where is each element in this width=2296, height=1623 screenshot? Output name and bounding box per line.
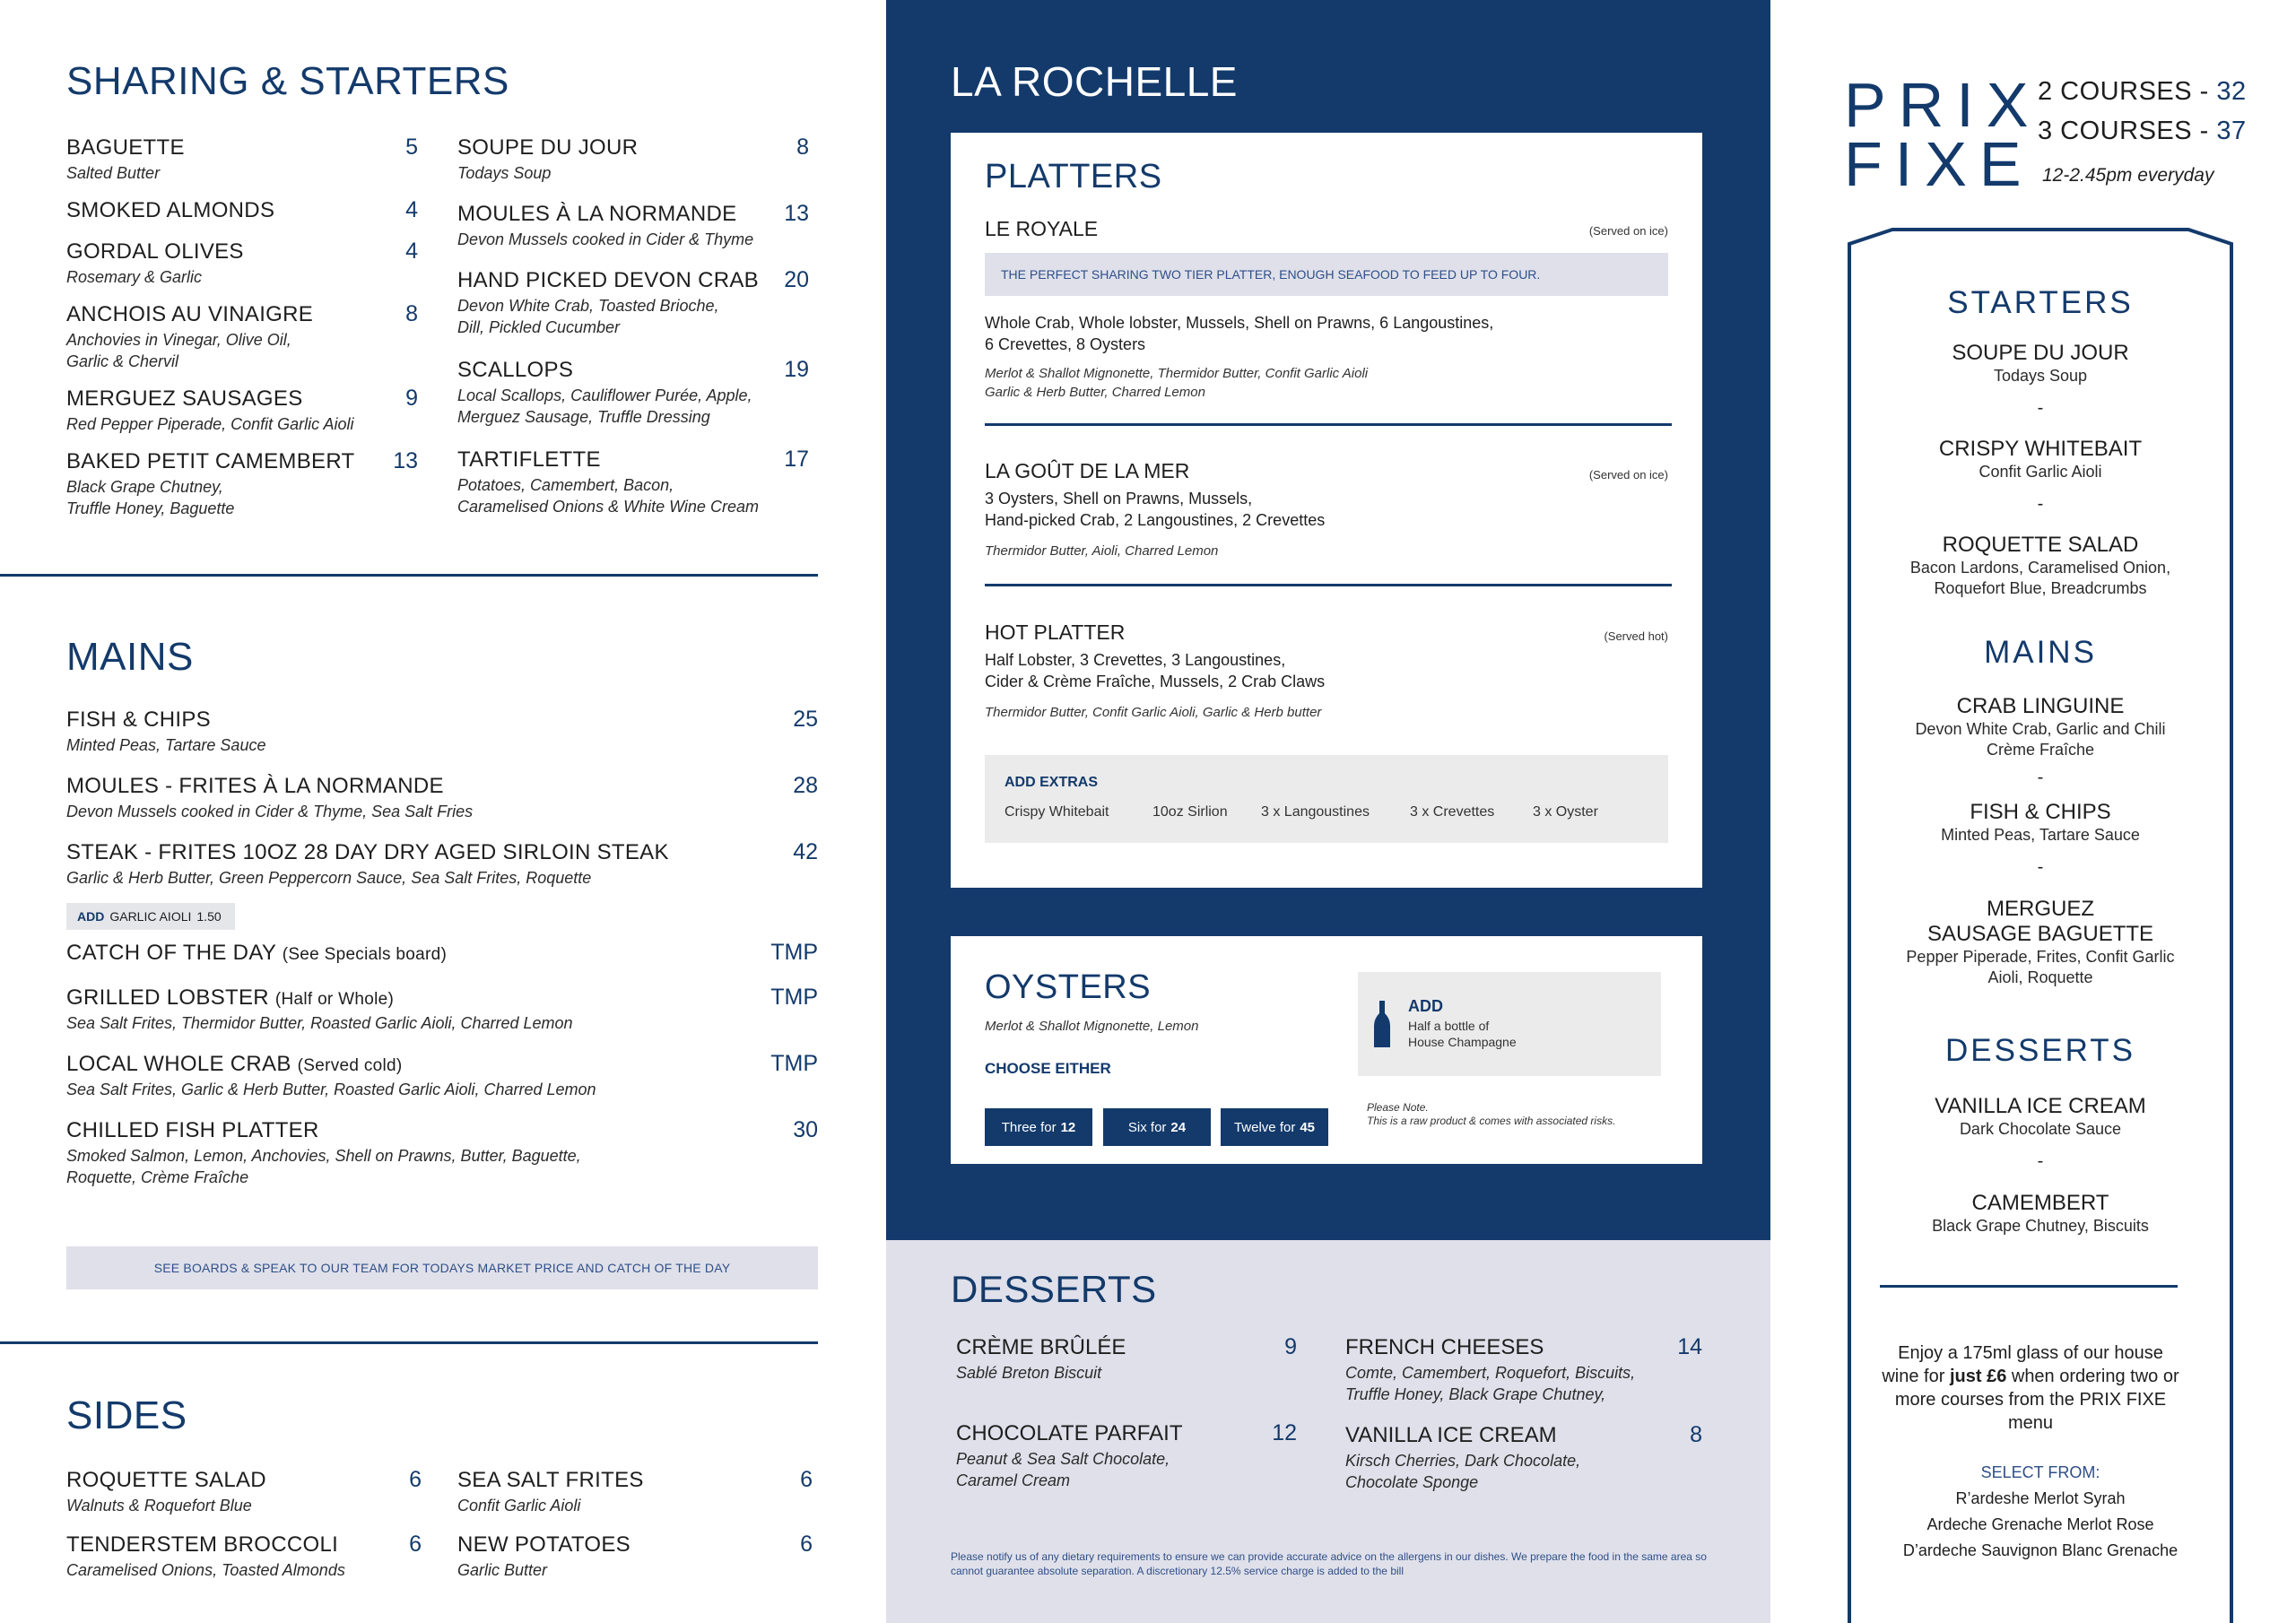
prix-dessert-item	[1848, 1191, 2233, 1237]
dessert-item	[956, 1334, 1297, 1384]
menu-item	[66, 985, 818, 1034]
item-desc: Todays Soup	[1993, 367, 2088, 385]
item-name: CRAB LINGUINE	[1956, 694, 2125, 718]
prix-starters-title: STARTERS	[1947, 285, 2134, 320]
wine-offer-text: Enjoy a 175ml glass of our house wine for	[1882, 1343, 2163, 1386]
item-desc: Potatoes, Camembert, Bacon,	[457, 476, 674, 494]
menu-item	[457, 135, 809, 184]
platter-desc: 3 Oysters, Shell on Prawns, Mussels,	[985, 490, 1253, 508]
item-name: SOUPE DU JOUR	[1952, 341, 2129, 365]
item-desc: Chocolate Sponge	[1345, 1473, 1479, 1491]
prix-word: PRIX	[1844, 70, 2041, 140]
platter-name: HOT PLATTER	[985, 621, 1126, 644]
item-name: BAGUETTE	[66, 135, 185, 160]
item-price: 13	[393, 448, 418, 473]
three-courses-price	[2038, 117, 2247, 146]
item-price: 14	[1677, 1334, 1702, 1359]
option-price: 24	[1170, 1119, 1187, 1135]
menu-item	[457, 1532, 813, 1581]
item-desc: Caramel Cream	[956, 1471, 1071, 1489]
raw-note: Please Note.	[1367, 1101, 1429, 1114]
item-name: VANILLA ICE CREAM	[1935, 1094, 2146, 1118]
item-desc: Aioli, Roquette	[1987, 968, 2093, 986]
menu-item	[66, 239, 418, 288]
la-rochelle-title: LA ROCHELLE	[951, 58, 1238, 105]
oyster-option-twelve[interactable]	[1221, 1108, 1328, 1146]
item-desc: Sea Salt Frites, Garlic & Herb Butter, Roasted Garlic Aioli, Charred Lemon	[66, 1081, 596, 1098]
item-desc: Anchovies in Vinegar, Olive Oil,	[66, 331, 291, 349]
separator: -	[2037, 1151, 2044, 1171]
platter-desc: Cider & Crème Fraîche, Mussels, 2 Crab Claws	[985, 673, 1326, 690]
item-name: MOULES - FRITES À LA NORMANDE	[66, 774, 444, 798]
prix-divider	[1880, 1285, 2178, 1288]
item-name: MOULES À LA NORMANDE	[457, 202, 737, 226]
item-desc: Caramelised Onions & White Wine Cream	[457, 498, 759, 516]
prix-fixe-hours: 12-2.45pm everyday	[2042, 165, 2214, 186]
item-desc: Roquette, Crème Fraîche	[66, 1168, 249, 1186]
section-divider	[0, 1341, 818, 1344]
item-name: CATCH OF THE DAY	[66, 941, 276, 965]
item-desc: Devon White Crab, Garlic and Chili	[1915, 720, 2166, 738]
item-price: 17	[784, 447, 809, 472]
item-desc: Rosemary & Garlic	[66, 268, 203, 286]
item-desc: Caramelised Onions, Toasted Almonds	[66, 1561, 345, 1579]
item-price: 5	[405, 135, 418, 160]
item-desc: Salted Butter	[66, 164, 161, 182]
separator: -	[2037, 768, 2044, 787]
separator: -	[2037, 494, 2044, 514]
menu-item	[66, 707, 818, 756]
menu-item	[66, 1467, 422, 1516]
item-desc: Sablé Breton Biscuit	[956, 1364, 1102, 1382]
item-desc: Dill, Pickled Cucumber	[457, 318, 621, 336]
item-name: TENDERSTEM BROCCOLI	[66, 1532, 339, 1557]
add-item: GARLIC AIOLI	[109, 909, 192, 924]
item-price: 9	[1284, 1334, 1297, 1359]
item-desc: Sea Salt Frites, Thermidor Butter, Roasted Garlic Aioli, Charred Lemon	[66, 1014, 573, 1032]
menu-item	[66, 1051, 818, 1100]
market-price-banner: SEE BOARDS & SPEAK TO OUR TEAM FOR TODAYS MARKET PRICE AND CATCH OF THE DAY	[66, 1246, 818, 1289]
item-desc: Dark Chocolate Sauce	[1959, 1120, 2122, 1138]
prix-starter-item	[1848, 533, 2233, 599]
item-desc: Smoked Salmon, Lemon, Anchovies, Shell on Prawns, Butter, Baguette,	[66, 1147, 581, 1165]
item-price: 4	[405, 239, 418, 264]
prix-fixe-column	[1770, 0, 2296, 1623]
courses-label: 2 COURSES -	[2038, 77, 2217, 106]
item-price: 8	[405, 301, 418, 326]
option-label: Twelve for	[1233, 1119, 1296, 1135]
courses-price: 32	[2216, 77, 2247, 106]
platter-sides: Thermidor Butter, Aioli, Charred Lemon	[985, 543, 1219, 559]
item-name: ANCHOIS AU VINAIGRE	[66, 302, 314, 326]
section-title-mains: MAINS	[66, 635, 194, 679]
item-name: GRILLED LOBSTER	[66, 985, 269, 1010]
separator: -	[2037, 398, 2044, 418]
dessert-item	[956, 1420, 1297, 1491]
option-price: 45	[1300, 1119, 1316, 1135]
item-name: VANILLA ICE CREAM	[1345, 1423, 1557, 1447]
item-desc: Pepper Piperade, Frites, Confit Garlic	[1906, 948, 2175, 966]
platter-divider	[985, 584, 1672, 586]
extra-item: 3 x Oyster	[1533, 804, 1598, 820]
platter-sides: Merlot & Shallot Mignonette, Thermidor Butter, Confit Garlic Aioli	[985, 366, 1369, 381]
add-garlic-aioli-chip	[66, 903, 235, 930]
item-price: 19	[784, 357, 809, 382]
dessert-item	[1345, 1422, 1702, 1493]
item-desc: Garlic Butter	[457, 1561, 548, 1579]
item-desc: Devon Mussels cooked in Cider & Thyme	[457, 230, 754, 248]
item-desc: Confit Garlic Aioli	[1979, 463, 2102, 481]
extra-item: 10oz Sirlion	[1152, 804, 1228, 820]
menu-item	[66, 1117, 818, 1188]
sharing-strip: THE PERFECT SHARING TWO TIER PLATTER, ENOUGH SEAFOOD TO FEED UP TO FOUR.	[985, 253, 1668, 296]
wine-offer-text: when ordering two or more courses from the PRIX FIXE menu	[1894, 1367, 2179, 1433]
platters-card	[951, 133, 1702, 888]
platter-desc: Hand-picked Crab, 2 Langoustines, 2 Crevettes	[985, 511, 1326, 529]
item-name: TARTIFLETTE	[457, 447, 601, 472]
wine-option: Ardeche Grenache Merlot Rose	[1926, 1515, 2154, 1533]
prix-desserts-title: DESSERTS	[1944, 1033, 2136, 1068]
item-price: 6	[800, 1532, 813, 1557]
item-name: CRISPY WHITEBAIT	[1938, 437, 2143, 461]
item-name: NEW POTATOES	[457, 1532, 631, 1557]
item-name: MERGUEZ SAUSAGES	[66, 386, 303, 411]
separator: -	[2037, 857, 2044, 877]
item-name: HAND PICKED DEVON CRAB	[457, 268, 759, 292]
item-price: 30	[793, 1117, 818, 1142]
menu-item	[66, 773, 818, 822]
item-desc: Roquefort Blue, Breadcrumbs	[1934, 579, 2147, 597]
courses-label: 3 COURSES -	[2038, 117, 2217, 145]
allergen-disclaimer: Please notify us of any dietary requirements to ensure we can provide accurate advice on the allergens in our dishes. We prepare the food in the same area so cannot guarantee absolute separation. A discretionary 12.5% service charge is added to the bill	[951, 1550, 1707, 1577]
platter-divider	[985, 423, 1672, 426]
section-divider	[0, 574, 818, 577]
item-price: 8	[1690, 1422, 1702, 1447]
option-label: Three for	[1001, 1119, 1057, 1135]
item-name: LOCAL WHOLE CRAB	[66, 1052, 291, 1076]
item-name: SEA SALT FRITES	[457, 1468, 644, 1492]
item-name: FISH & CHIPS	[66, 707, 211, 732]
menu-item	[66, 386, 418, 435]
choose-either-label: CHOOSE EITHER	[985, 1060, 1111, 1077]
item-desc: Garlic & Herb Butter, Green Peppercorn Sauce, Sea Salt Frites, Roquette	[66, 869, 592, 887]
section-title-starters: SHARING & STARTERS	[66, 59, 509, 103]
item-desc: Black Grape Chutney, Biscuits	[1932, 1217, 2149, 1235]
champagne-add-line: House Champagne	[1408, 1035, 1517, 1049]
item-price: TMP	[770, 985, 818, 1010]
la-rochelle-column	[886, 0, 1770, 1623]
item-desc: Crème Fraîche	[1986, 741, 2095, 759]
section-title-sides: SIDES	[66, 1393, 187, 1437]
prix-mains-title: MAINS	[1984, 635, 2097, 670]
item-desc: Black Grape Chutney,	[66, 478, 223, 496]
item-name: CRÈME BRÛLÉE	[956, 1335, 1126, 1359]
champagne-add-line: Half a bottle of	[1408, 1019, 1490, 1033]
item-price: 13	[784, 201, 809, 226]
oyster-option-three[interactable]	[985, 1108, 1092, 1146]
extra-item: Crispy Whitebait	[1004, 804, 1109, 820]
item-name: BAKED PETIT CAMEMBERT	[66, 449, 355, 473]
menu-item	[66, 135, 418, 184]
item-desc: Merguez Sausage, Truffle Dressing	[457, 408, 710, 426]
two-courses-price	[2038, 77, 2247, 107]
item-name: ROQUETTE SALAD	[66, 1468, 266, 1492]
oysters-desc: Merlot & Shallot Mignonette, Lemon	[985, 1019, 1199, 1034]
extra-item: 3 x Langoustines	[1261, 804, 1370, 820]
item-name: CHILLED FISH PLATTER	[66, 1118, 319, 1142]
item-desc: Minted Peas, Tartare Sauce	[1941, 826, 2140, 844]
item-desc: Local Scallops, Cauliflower Purée, Apple,	[457, 386, 752, 404]
platter-name: LA GOÛT DE LA MER	[985, 459, 1190, 482]
item-name: SOUPE DU JOUR	[457, 135, 639, 160]
menu-item	[66, 839, 818, 889]
item-name: STEAK - FRITES 10OZ 28 DAY DRY AGED SIRLOIN STEAK	[66, 840, 669, 864]
wine-option: D’ardeche Sauvignon Blanc Grenache	[1902, 1541, 2179, 1559]
bottle-icon	[1374, 1001, 1390, 1047]
item-name: ROQUETTE SALAD	[1942, 533, 2139, 557]
prix-dessert-item	[1848, 1094, 2233, 1140]
item-desc: Walnuts & Roquefort Blue	[66, 1497, 252, 1515]
add-extras-title: ADD EXTRAS	[1004, 775, 1099, 790]
menu-item	[457, 357, 809, 428]
item-desc: Peanut & Sea Salt Chocolate,	[956, 1450, 1170, 1468]
item-price: 6	[409, 1467, 422, 1492]
item-price: 6	[409, 1532, 422, 1557]
item-desc: Kirsch Cherries, Dark Chocolate,	[1345, 1452, 1581, 1470]
wine-offer-price: just £6	[1949, 1367, 2007, 1386]
a-la-carte-column	[0, 0, 823, 1623]
oyster-option-six[interactable]	[1103, 1108, 1211, 1146]
item-price: 8	[796, 135, 809, 160]
courses-price: 37	[2216, 117, 2247, 145]
select-from-label: SELECT FROM:	[1980, 1463, 2100, 1481]
item-name: SAUSAGE BAGUETTE	[1926, 922, 2154, 946]
dessert-item	[1345, 1334, 1702, 1405]
prix-main-item	[1848, 800, 2233, 846]
item-desc: Truffle Honey, Baguette	[66, 499, 235, 517]
menu-item	[66, 197, 418, 223]
item-desc: Red Pepper Piperade, Confit Garlic Aioli	[66, 415, 354, 433]
option-label: Six for	[1127, 1119, 1167, 1135]
desserts-title: DESSERTS	[951, 1268, 1157, 1310]
platters-title: PLATTERS	[985, 158, 1162, 195]
prix-starter-item	[1848, 341, 2233, 386]
item-price: 4	[405, 197, 418, 222]
item-price: 20	[784, 267, 809, 292]
champagne-addon	[1358, 972, 1661, 1076]
add-label: ADD	[77, 909, 105, 924]
prix-starter-item	[1848, 437, 2233, 482]
item-desc: Todays Soup	[457, 164, 552, 182]
item-desc: Bacon Lardons, Caramelised Onion,	[1909, 559, 2171, 577]
item-price: 42	[793, 839, 818, 864]
item-price: 9	[405, 386, 418, 411]
platter-sides: Garlic & Herb Butter, Charred Lemon	[985, 385, 1205, 400]
prix-main-item	[1848, 897, 2233, 988]
extra-item: 3 x Crevettes	[1410, 804, 1495, 820]
item-desc: Comte, Camembert, Roquefort, Biscuits,	[1345, 1364, 1636, 1382]
item-name: CAMEMBERT	[1971, 1191, 2109, 1215]
item-name: MERGUEZ	[1987, 897, 2094, 921]
item-price: 28	[793, 773, 818, 798]
platter-desc: Whole Crab, Whole lobster, Mussels, Shell on Prawns, 6 Langoustines,	[985, 314, 1494, 332]
oysters-title: OYSTERS	[985, 968, 1152, 1006]
item-name: CHOCOLATE PARFAIT	[956, 1421, 1183, 1445]
house-wine-offer	[1878, 1341, 2183, 1435]
item-price: 25	[793, 707, 818, 732]
platter-desc: Half Lobster, 3 Crevettes, 3 Langoustines,	[985, 651, 1286, 669]
item-price: TMP	[770, 1051, 818, 1076]
item-note: (Half or Whole)	[274, 990, 395, 1009]
item-desc: Devon Mussels cooked in Cider & Thyme, Sea Salt Fries	[66, 803, 474, 820]
item-desc: Devon White Crab, Toasted Brioche,	[457, 297, 719, 315]
item-desc: Confit Garlic Aioli	[457, 1497, 581, 1515]
add-extras-box	[985, 755, 1668, 843]
item-price: 12	[1272, 1420, 1297, 1445]
item-desc: Truffle Honey, Black Grape Chutney,	[1345, 1385, 1606, 1403]
menu-item	[66, 940, 818, 966]
menu-item	[457, 447, 809, 517]
menu-item	[66, 448, 418, 519]
item-name: SMOKED ALMONDS	[66, 198, 275, 222]
raw-note: This is a raw product & comes with associated risks.	[1367, 1115, 1616, 1127]
item-desc: Garlic & Chervil	[66, 352, 179, 370]
item-name: GORDAL OLIVES	[66, 239, 244, 264]
prix-main-item	[1848, 694, 2233, 760]
item-name: SCALLOPS	[457, 358, 574, 382]
platter-note: (Served hot)	[1604, 629, 1668, 643]
add-price: 1.50	[196, 909, 222, 924]
item-name: FISH & CHIPS	[1970, 800, 2111, 824]
platter-sides: Thermidor Butter, Confit Garlic Aioli, Garlic & Herb butter	[985, 705, 1322, 720]
item-name: FRENCH CHEESES	[1345, 1335, 1544, 1359]
menu-item	[457, 267, 809, 338]
fixe-word: FIXE	[1844, 129, 2034, 199]
platter-note: (Served on ice)	[1588, 224, 1668, 238]
wine-option: R’ardeshe Merlot Syrah	[1955, 1489, 2126, 1507]
item-price: 6	[800, 1467, 813, 1492]
menu-item	[66, 301, 418, 372]
option-price: 12	[1060, 1119, 1076, 1135]
platter-note: (Served on ice)	[1588, 468, 1668, 482]
item-note: (See Specials board)	[282, 945, 448, 964]
menu-item	[66, 1532, 422, 1581]
item-desc: Minted Peas, Tartare Sauce	[66, 736, 266, 754]
item-note: (Served cold)	[297, 1056, 403, 1075]
champagne-add-title: ADD	[1408, 997, 1443, 1015]
menu-item	[457, 201, 809, 250]
menu-item	[457, 1467, 813, 1516]
platter-desc: 6 Crevettes, 8 Oysters	[985, 335, 1146, 353]
item-price: TMP	[770, 940, 818, 965]
platter-name: LE ROYALE	[985, 217, 1099, 240]
